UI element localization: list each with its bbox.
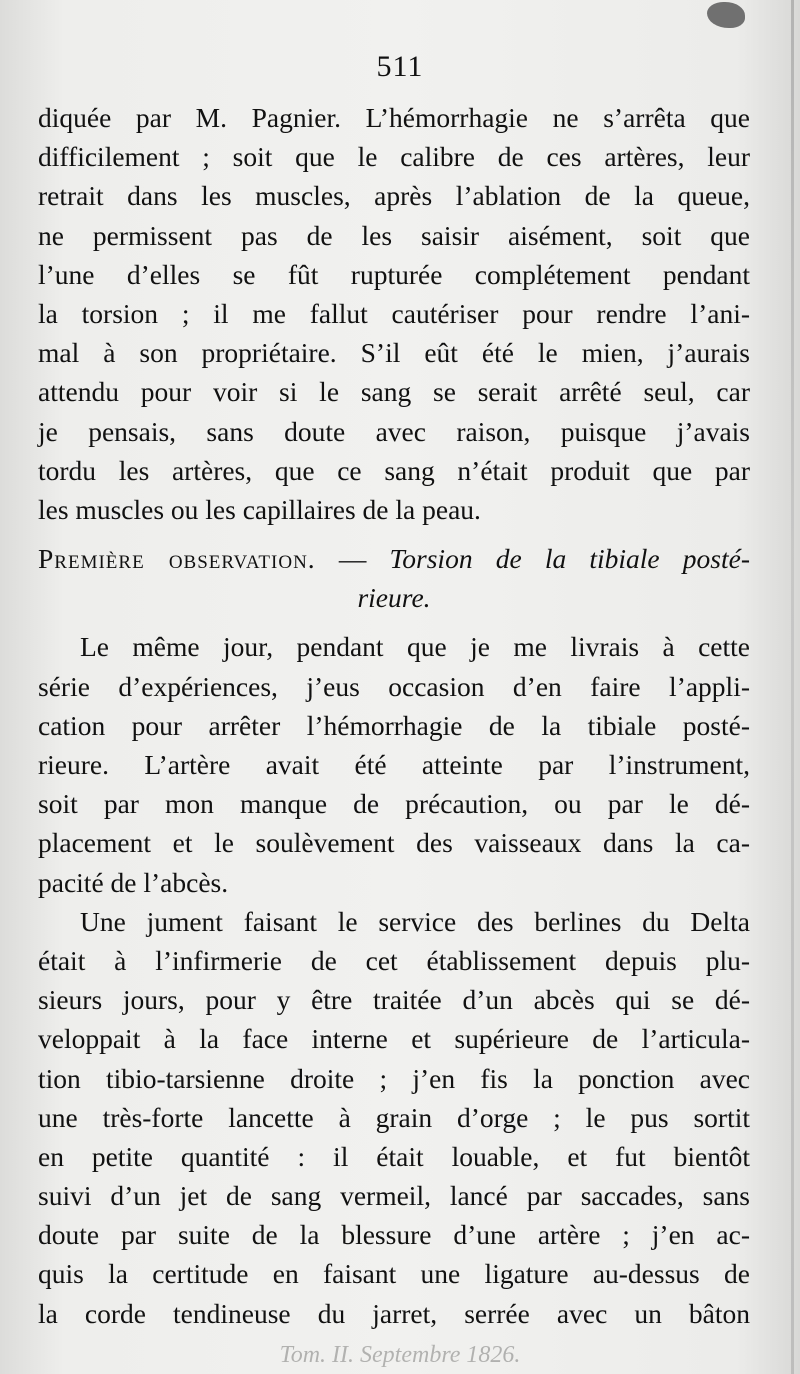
- text-line: Le même jour, pendant que je me livrais à cette: [80, 631, 750, 663]
- ink-stain-mark: [707, 2, 745, 28]
- text-line: suivi d’un jet de sang vermeil, lancé par saccades, sans: [38, 1180, 750, 1212]
- text-line: Une jument faisant le service des berlines du Delta: [80, 905, 750, 937]
- paragraph: [38, 902, 750, 1333]
- text-line: mal à son propriétaire. S’il eût été le mien, j’aurais: [38, 337, 750, 369]
- text-line: cation pour arrêter l’hémorrhagie de la tibiale posté-: [38, 709, 750, 741]
- text-line: tion tibio-tarsienne droite ; j’en fis la ponction avec: [38, 1062, 750, 1094]
- text-line: retrait dans les muscles, après l’ablation de la queue,: [38, 180, 750, 212]
- text-line: attendu pour voir si le sang se serait arrêté seul, car: [38, 376, 750, 408]
- text-line: ne permissent pas de les saisir aisément, soit que: [38, 219, 750, 251]
- text-line: sieurs jours, pour y être traitée d’un abcès qui se dé-: [38, 984, 750, 1016]
- page-footer: Tom. II. Septembre 1826.: [279, 1342, 521, 1368]
- text-line: quis la certitude en faisant une ligature au-dessus de: [38, 1258, 750, 1290]
- text-line: je pensais, sans doute avec raison, puisque j’avais: [38, 415, 750, 447]
- heading-label: Première observation.: [38, 543, 316, 575]
- text-line: en petite quantité : il était louable, et fut bientôt: [38, 1140, 750, 1172]
- text-line: tordu les artères, que ce sang n’était produit que par: [38, 454, 750, 486]
- text-line: doute par suite de la blessure d’une artère ; j’en ac-: [38, 1219, 750, 1251]
- text-line: difficilement ; soit que le calibre de ces artères, leur: [38, 141, 750, 173]
- text-line: l’une d’elles se fût rupturée complétement pendant: [38, 258, 750, 290]
- page-number: 511: [376, 50, 424, 83]
- text-line: la torsion ; il me fallut cautériser pour rendre l’ani-: [38, 297, 750, 329]
- heading-title: Torsion de la tibiale posté-: [389, 543, 750, 575]
- text-line: diquée par M. Pagnier. L’hémorrhagie ne s’arrêta que: [38, 102, 750, 133]
- heading-dash: —: [315, 543, 390, 575]
- text-line: veloppait à la face interne et supérieure de l’articula-: [38, 1023, 750, 1055]
- text-line: série d’expériences, j’eus occasion d’en faire l’appli-: [38, 670, 750, 702]
- paragraph-continuation: [38, 98, 750, 529]
- text-line: soit par mon manque de précaution, ou par le dé-: [38, 788, 750, 820]
- page-edge-shadow: [791, 0, 794, 1374]
- text-line: pacité de l’abcès.: [38, 866, 229, 898]
- heading-title-continued: rieure.: [357, 582, 431, 614]
- text-line: les muscles ou les capillaires de la peau.: [38, 493, 481, 525]
- text-line: la corde tendineuse du jarret, serrée avec un bâton: [38, 1297, 750, 1329]
- section-heading: [38, 539, 750, 617]
- paragraph: [38, 627, 750, 901]
- text-line: une très-forte lancette à grain d’orge ; le pus sortit: [38, 1101, 750, 1133]
- page-body-text: [38, 98, 750, 1333]
- text-line: placement et le soulèvement des vaisseaux dans la ca-: [38, 827, 750, 859]
- text-line: rieure. L’artère avait été atteinte par l’instrument,: [38, 749, 750, 780]
- text-line: était à l’infirmerie de cet établissement depuis plu-: [38, 944, 750, 976]
